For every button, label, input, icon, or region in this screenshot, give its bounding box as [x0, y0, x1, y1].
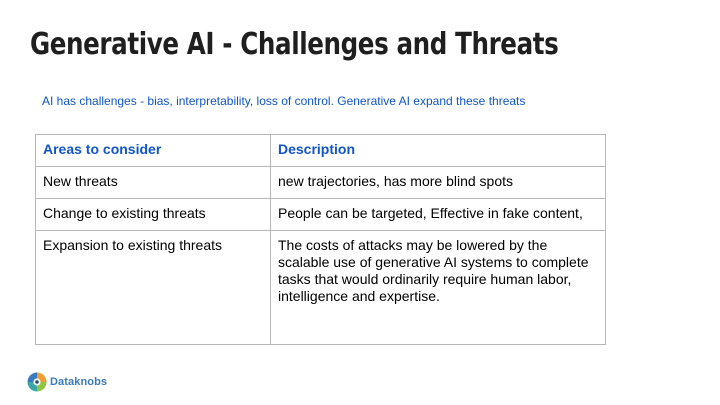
header-description: Description	[271, 135, 606, 167]
header-areas: Areas to consider	[36, 135, 271, 167]
dataknobs-logo	[27, 372, 107, 392]
slide-subtitle: AI has challenges - bias, interpretability, loss of control. Generative AI expand these threats	[42, 94, 526, 108]
logo-text: Dataknobs	[50, 376, 108, 388]
slide-title: Generative AI - Challenges and Threats	[30, 27, 559, 62]
description-cell: The costs of attacks may be lowered by the scalable use of generative AI systems to complete tasks that would ordinarily require human labor, intelligence and expertise.	[271, 231, 606, 345]
description-cell: People can be targeted, Effective in fake content,	[271, 199, 606, 231]
dataknobs-logo-icon	[27, 372, 47, 392]
area-cell: New threats	[36, 167, 271, 199]
table-row	[36, 167, 606, 199]
area-cell: Expansion to existing threats	[36, 231, 271, 345]
table-row	[36, 199, 606, 231]
area-cell: Change to existing threats	[36, 199, 271, 231]
description-cell: new trajectories, has more blind spots	[271, 167, 606, 199]
table-row	[36, 231, 606, 345]
table-header-row	[36, 135, 606, 167]
areas-table	[35, 134, 606, 345]
